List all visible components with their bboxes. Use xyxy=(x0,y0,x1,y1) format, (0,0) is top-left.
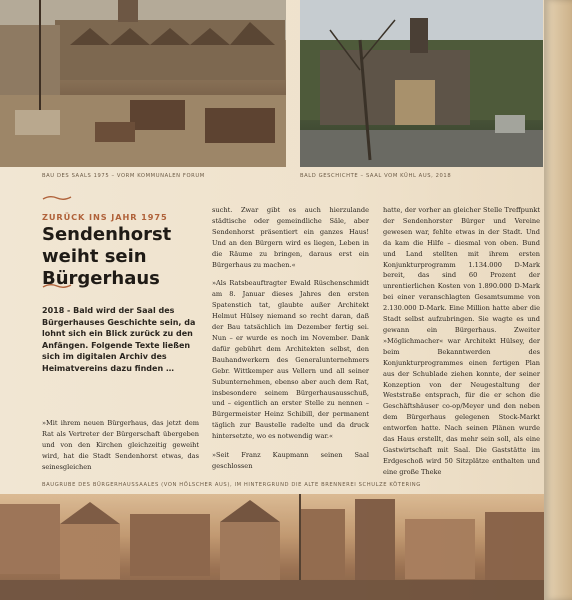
article-column-1 xyxy=(42,418,199,481)
left-photo-caption: BAU DES SAALS 1975 – VORM KOMMUNALEN FORUM xyxy=(42,173,205,179)
article-column-2 xyxy=(212,205,369,480)
column-1-paragraph: »Mit ihrem neuen Bürgerhaus, das jetzt dem Rat als Vertreter der Bürgerschaft übergeben und von den Kirchen gleichzeitig geweiht wird, hat die Stadt Sendenhorst etwas, das seinesgleichen xyxy=(42,419,199,471)
column-2-paragraph-3: »Seit Franz Kaupmann seinen Saal geschlossen xyxy=(212,451,369,470)
bottom-photo-caption: BAUGRUBE DES BÜRGERHAUSSAALES (VON HÖLSCHER AUS), IM HINTERGRUND DIE ALTE BRENNEREI SCHULZE KÖTERING xyxy=(42,482,421,488)
right-photo-caption: BALD GESCHICHTE – SAAL VOM KÜHL AUS, 2018 xyxy=(300,173,452,179)
bottom-photo-strip xyxy=(0,494,572,600)
column-3-paragraph: hatte, der vorher an gleicher Stelle Treffpunkt der Sendenhorster Bürger und Vereine gewesen war, fehlte etwas in der Stadt. Und da kam die Hilfe – diesmal von oben. Bund und Land stellten mit ihrem ersten Konjunkturprogramm 1.134.000 D-Mark bereit, das sind 60 Prozent der unrentierlichen Kosten von 1.890.000 D-Mark bei einer veranschlagten Gesamtsumme von 2.130.000 D-Mark. Eine Million hatte aber die Stadt selbst aufzubringen. Sie wagte es und gewann ein Bürgerhaus. Zweiter »Möglichmacher« war Architekt Hülsey, der beim Bekanntwerden des Konjunkturprogrammes einen fertigen Plan aus der Schublade ziehen konnte, der seiner Konzeption von der Neugestaltung der Weststraße entsprach, für die er schon die Geschäftshäuser co-op/Meyer und den neben dem Bürgerhaus gelegenen Stock-Markt entworfen hatte. Nach seinen Plänen wurde das Haus erstellt, das mehr sein soll, als eine Gastwirtschaft mit Saal. Die Gaststätte im Erdgeschoß wird 50 Sitzplätze enthalten und eine große Theke xyxy=(383,206,540,476)
column-2-paragraph-1: sucht. Zwar gibt es auch hierzulande städtische oder gemeindliche Säle, aber Sendenhorst präsentiert ein ganzes Haus! Und an den Bürgern wird es liegen, Leben in die Räume zu bringen, daraus erst ein Bürgerhaus zu machen.« xyxy=(212,206,369,269)
article-headline: Sendenhorst weiht sein Bürgerhaus xyxy=(42,224,172,289)
column-2-paragraph-2: »Als Ratsbeauftragter Ewald Rüschenschmidt am 8. Januar dieses Jahres den ersten Spatenstich tat, glaubte außer Architekt Helmut Hülsey niemand so recht daran, daß der Bau tatsächlich im Dezember fertig sei. Nun – er wurde es noch im November. Dank dafür gebührt dem Architekten selbst, den Bauhandwerkern des Generalunternehmers Gebr. Wittkemper aus Vellern und all seiner Subunternehmen, ebenso aber auch dem Rat, insbesondere seinem Bürgerhausausschuß, und – eigentlich an erster Stelle zu nennen – Bürgermeister Heinz Schibill, der permanent täglich zur Baustelle radelte und da druck hintersetzte, wo es notwendig war.« xyxy=(212,279,369,441)
decorative-divider xyxy=(42,194,72,202)
page-edge xyxy=(544,0,572,600)
article-kicker: ZURÜCK INS JAHR 1975 xyxy=(42,212,168,222)
decorative-divider xyxy=(42,282,72,290)
construction-photo-1975 xyxy=(0,0,286,167)
article-column-3 xyxy=(383,205,540,486)
saal-photo-2018 xyxy=(300,0,543,167)
article-lead: 2018 - Bald wird der Saal des Bürgerhauses Geschichte sein, da lohnt sich ein Blick zurück zu den Anfängen. Folgende Texte ließen sich im digitalen Archiv des Heimatvereins dazu finden … xyxy=(42,306,196,373)
